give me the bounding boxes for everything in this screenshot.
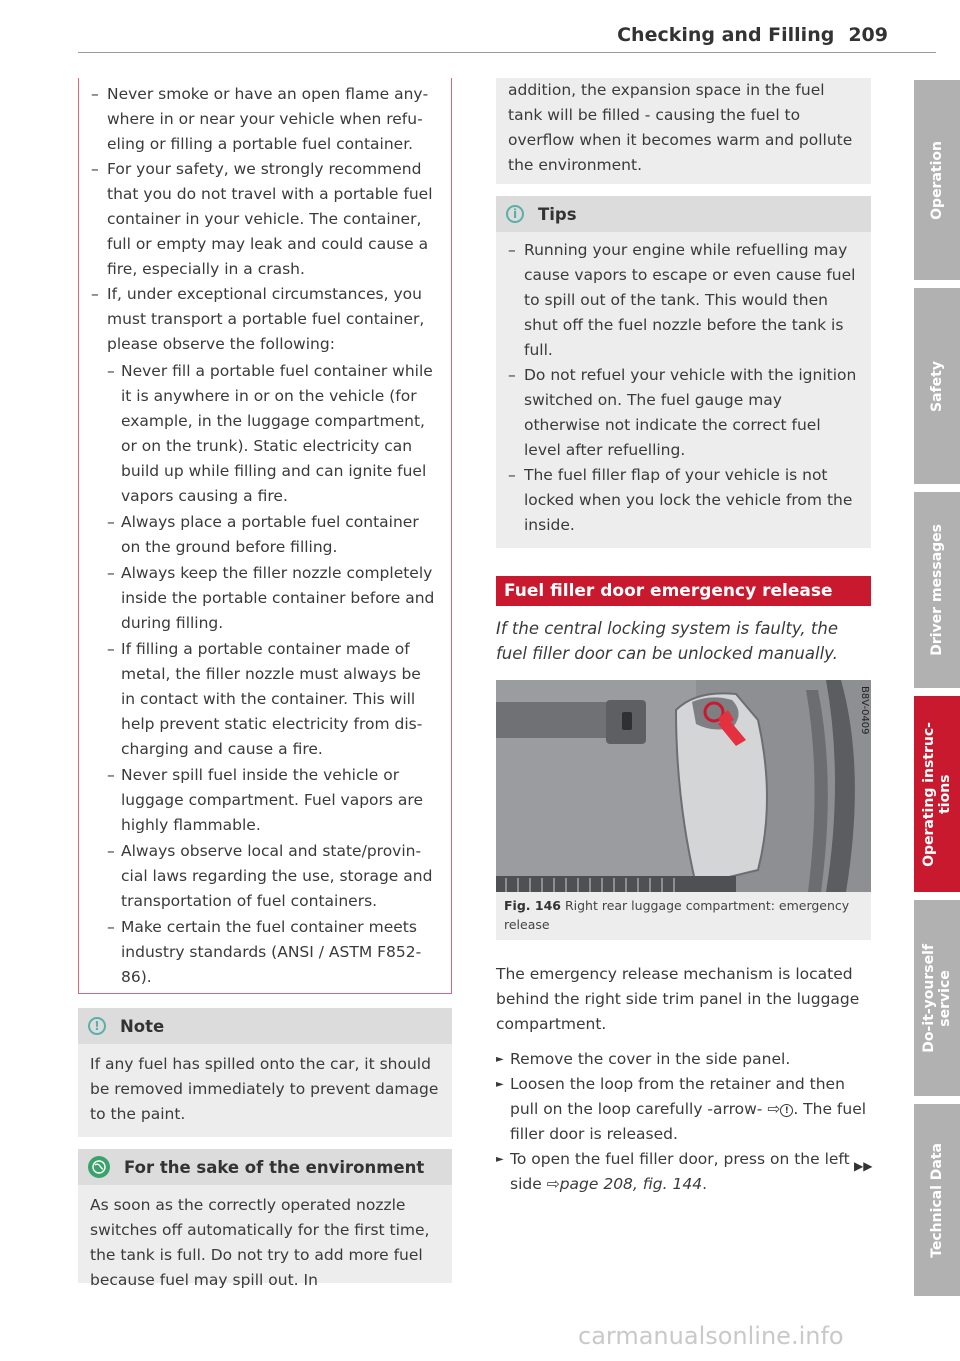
figure (496, 680, 871, 940)
luggage-compartment-illustration (496, 680, 871, 892)
tips-body (496, 232, 871, 548)
continue-arrow-icon: ▶▶ (854, 1159, 873, 1173)
tips-title: Tips (538, 204, 577, 224)
tips-header (496, 196, 871, 232)
figure-caption (496, 892, 871, 940)
tab-technical-data[interactable]: Technical Data (914, 1104, 960, 1296)
section-intro: If the central locking system is faulty, the fuel filler door can be unlocked manually. (496, 619, 838, 663)
figure-code: B8V-0409 (859, 686, 870, 735)
tab-operating-instructions[interactable]: Operating instruc- tions (914, 696, 960, 892)
sub-list (107, 359, 439, 990)
warning-circle-icon: ! (780, 1104, 793, 1117)
warning-list (91, 82, 439, 990)
steps-list (496, 1047, 871, 1197)
list-item: – For your safety, we strongly recommend that you do not travel with a portable fuel container in your vehicle. The container, full or empty may leak and could cause a fire, especially in a crash. (91, 157, 439, 282)
info-icon: i (506, 205, 524, 223)
environment-header (78, 1149, 452, 1185)
step-item: ► To open the fuel filler door, press on the left side ⇨page 208, fig. 144. (496, 1147, 871, 1197)
note-header (78, 1008, 452, 1044)
tab-driver-messages[interactable]: Driver messages (914, 492, 960, 688)
tips-list (508, 238, 859, 538)
environment-continued: addition, the expansion space in the fuel tank will be filled - causing the fuel to overflow when it becomes warm and pollute the environment. (496, 78, 871, 184)
list-item: – If, under exceptional circumstances, you must transport a portable fuel container, please observe the following: – Never fill a portable fuel container while it is anywhere in or on the vehicle (for example, in the luggage compartment, or on the trunk). Static electricity can build up while filling and can ignite fuel vapors causing a fire. – Always place a portable fuel container on the ground before filling. – Always keep the filler nozzle completely inside the portable container before and during filling. – If filling a portable container made of metal, the filler nozzle must always be in contact with the container. This will help prevent static electricity from discharging and cause a fire. – Never spill fuel inside the vehicle or luggage compartment. Fuel vapors are highly flammable. – Always observe local and state/provincial laws regarding the use, storage and transportation of fuel containers. – Make certain the fuel container meets industry standards (ANSI / ASTM F852-86). (91, 282, 439, 990)
right-column (496, 78, 871, 1197)
figure-label: Fig. 146 (504, 898, 561, 913)
note-text: If any fuel has spilled onto the car, it should be removed immediately to prevent damage to the paint. (78, 1044, 452, 1137)
note-title: Note (120, 1016, 165, 1036)
left-column (78, 78, 452, 1289)
list-item: – Running your engine while refuelling may cause vapors to escape or even cause fuel to spill out of the tank. This would then shut off the fuel nozzle before the tank is full. (508, 238, 859, 363)
sub-list-item: – If filling a portable container made of metal, the filler nozzle must always be in contact with the container. This will help prevent static electricity from discharging and cause a fire. (107, 637, 439, 762)
list-item: – The fuel filler flap of your vehicle is not locked when you lock the vehicle from the inside. (508, 463, 859, 538)
tab-do-it-yourself-service[interactable]: Do-it-yourself service (914, 900, 960, 1096)
list-item: – Do not refuel your vehicle with the ignition switched on. The fuel gauge may otherwise not indicate the correct fuel level after refuelling. (508, 363, 859, 463)
note-info-icon: ! (88, 1017, 106, 1035)
sub-list-item: – Never fill a portable fuel container while it is anywhere in or on the vehicle (for example, in the luggage compartment, or on the trunk). Static electricity can build up while filling and can ignite fuel vapors causing a fire. (107, 359, 439, 509)
warning-box (78, 78, 452, 994)
tab-operation[interactable]: Operation (914, 80, 960, 280)
environment-box (78, 1149, 452, 1289)
section-heading: Fuel filler door emergency release (496, 576, 871, 606)
header-rule (78, 52, 936, 53)
body-paragraph: The emergency release mechanism is located behind the right side trim panel in the luggage compartment. (496, 965, 860, 1033)
page-number: 209 (848, 24, 888, 46)
chapter-title: Checking and Filling (617, 24, 835, 46)
sub-list-item: – Always place a portable fuel container on the ground before filling. (107, 510, 439, 560)
watermark: carmanualsonline.info (578, 1322, 844, 1350)
environment-title: For the sake of the environment (124, 1157, 425, 1177)
sub-list-item: – Never spill fuel inside the vehicle or luggage compartment. Fuel vapors are highly flammable. (107, 763, 439, 838)
environment-text: As soon as the correctly operated nozzle switches off automatically for the first time, the tank is full. Do not try to add more fuel because fuel may spill out. In (78, 1185, 452, 1283)
tips-box (496, 196, 871, 548)
sub-list-item: – Make certain the fuel container meets industry standards (ANSI / ASTM F852-86). (107, 915, 439, 990)
step-item: ► Loosen the loop from the retainer and then pull on the loop carefully -arrow- ⇨ ! . The fuel filler door is released. (496, 1072, 871, 1147)
running-header (617, 24, 888, 46)
page-reference-link[interactable]: page 208, fig. 144 (559, 1175, 703, 1193)
list-item: – Never smoke or have an open flame anywhere in or near your vehicle when refueling or filling a portable fuel container. (91, 82, 439, 157)
sub-list-item: – Always keep the filler nozzle completely inside the portable container before and during filling. (107, 561, 439, 636)
step-item: ► Remove the cover in the side panel. (496, 1047, 871, 1072)
globe-icon (88, 1156, 110, 1178)
figure-caption-text: Right rear luggage compartment: emergency release (504, 898, 850, 932)
ref-arrow-icon: ⇨ (546, 1175, 560, 1193)
tab-safety[interactable]: Safety (914, 288, 960, 484)
note-box (78, 1008, 452, 1137)
sub-list-item: – Always observe local and state/provincial laws regarding the use, storage and transportation of fuel containers. (107, 839, 439, 914)
ref-arrow-icon: ⇨ (767, 1100, 781, 1118)
